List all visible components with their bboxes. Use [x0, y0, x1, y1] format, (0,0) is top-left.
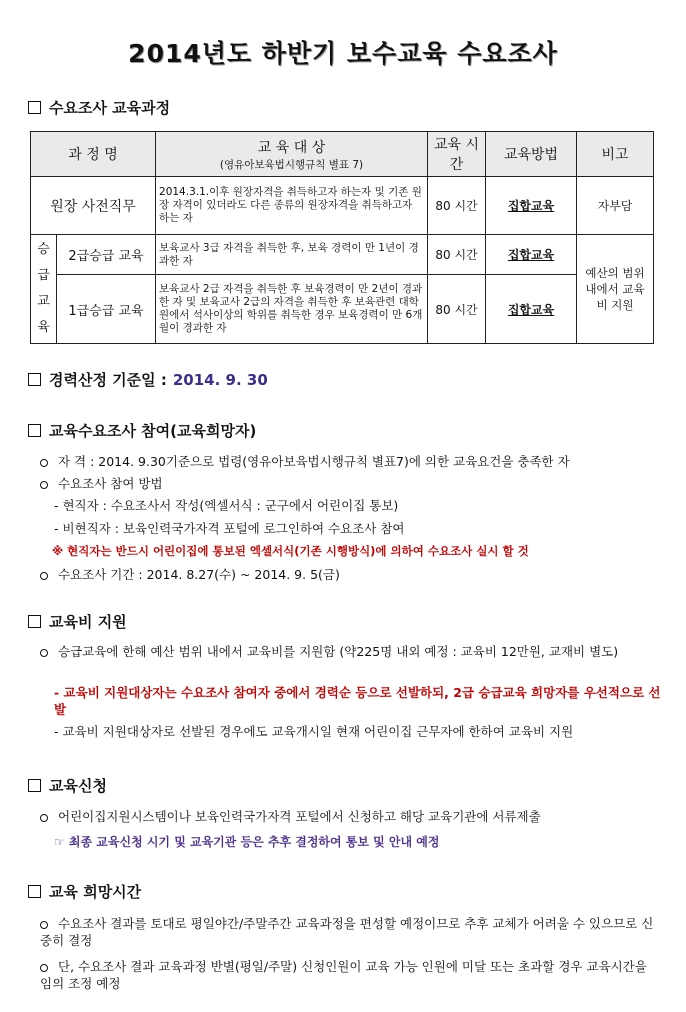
- circle-bullet-icon: [40, 572, 48, 580]
- course-hours: 80 시간: [428, 177, 486, 235]
- header-target: 교 육 대 상 (영유아보육법시행규칙 별표 7): [156, 132, 428, 177]
- table-header-row: [31, 132, 654, 177]
- circle-bullet-icon: [40, 481, 48, 489]
- table-row: [31, 177, 654, 235]
- participation-method-title: 수요조사 참여 방법: [40, 475, 163, 492]
- section-support-heading: 교육비 지원: [28, 611, 127, 632]
- course-name: 1급승급 교육: [57, 275, 156, 344]
- circle-bullet-icon: [40, 649, 48, 657]
- promotion-note: 예산의 범위내에서 교육비 지원: [577, 235, 654, 344]
- support-priority: - 교육비 지원대상자는 수요조사 참여자 중에서 경력순 등으로 선발하되, 2급 승급교육 희망자를 우선적으로 선발: [54, 685, 661, 717]
- course-hours: 80 시간: [428, 275, 486, 344]
- course-table: [30, 131, 654, 344]
- promotion-label: 승 급 교 육: [31, 235, 57, 344]
- support-main: 승급교육에 한해 예산 범위 내에서 교육비를 지원함 (약225명 내외 예정 : 교육비 12만원, 교재비 별도): [40, 643, 660, 660]
- hours-item-1: 수요조사 결과를 토대로 평일야간/주말주간 교육과정을 편성할 예정이므로 추후 교체가 어려울 수 있으므로 신중히 결정: [40, 916, 654, 948]
- apply-main: 어린이집지원시스템이나 보육인력국가자격 포털에서 신청하고 해당 교육기관에 서류제출: [40, 808, 541, 825]
- circle-bullet-icon: [40, 964, 48, 972]
- course-note: 자부담: [577, 177, 654, 235]
- apply-note: ☞ 최종 교육신청 시기 및 교육기관 등은 추후 결정하여 통보 및 안내 예정: [54, 835, 440, 849]
- circle-bullet-icon: [40, 921, 48, 929]
- participation-qualification: 자 격 : 2014. 9.30기준으로 법령(영유아보육법시행규칙 별표7)에 의한 교육요건을 충족한 자: [40, 453, 570, 470]
- table-row: [31, 235, 654, 275]
- page-title: 2014년도 하반기 보수교육 수요조사: [128, 39, 558, 68]
- participation-current: - 현직자 : 수요조사서 작성(엑셀서식 : 군구에서 어린이집 통보): [54, 498, 399, 513]
- section-hours-heading: 교육 희망시간: [28, 881, 141, 902]
- section-apply-heading: 교육신청: [28, 775, 107, 796]
- header-method: 교육방법: [486, 132, 577, 177]
- checkbox-icon: [28, 615, 41, 628]
- course-target: 보육교사 3급 자격을 취득한 후, 보육 경력이 만 1년이 경과한 자: [156, 235, 428, 275]
- course-method: 집합교육: [486, 275, 577, 344]
- participation-noncurrent: - 비현직자 : 보육인력국가자격 포털에 로그인하여 수요조사 참여: [54, 521, 405, 536]
- header-note: 비고: [577, 132, 654, 177]
- course-method: 집합교육: [486, 177, 577, 235]
- header-hours: 교육 시간: [428, 132, 486, 177]
- circle-bullet-icon: [40, 459, 48, 467]
- circle-bullet-icon: [40, 814, 48, 822]
- course-hours: 80 시간: [428, 235, 486, 275]
- participation-period: 수요조사 기간 : 2014. 8.27(수) ~ 2014. 9. 5(금): [40, 566, 340, 583]
- basis-date: 2014. 9. 30: [172, 370, 268, 389]
- section-course-heading: 수요조사 교육과정: [28, 97, 170, 118]
- header-course-name: 과 정 명: [31, 132, 156, 177]
- section-basis-heading: 경력산정 기준일 : 2014. 9. 30: [28, 369, 268, 390]
- course-target: 2014.3.1.이후 원장자격을 취득하고자 하는자 및 기존 원장 자격이 있더라도 다른 종류의 원장자격을 취득하고자 하는 자: [156, 177, 428, 235]
- participation-warning: ※ 현직자는 반드시 어린이집에 통보된 엑셀서식(기존 시행방식)에 의하여 수요조사 실시 할 것: [52, 544, 529, 558]
- checkbox-icon: [28, 101, 41, 114]
- checkbox-icon: [28, 779, 41, 792]
- course-name: 2급승급 교육: [57, 235, 156, 275]
- checkbox-icon: [28, 424, 41, 437]
- section-participation-heading: 교육수요조사 참여(교육희망자): [28, 420, 256, 441]
- checkbox-icon: [28, 885, 41, 898]
- course-target: 보육교사 2급 자격을 취득한 후 보육경력이 만 2년이 경과한 자 및 보육교사 2급의 자격을 취득한 후 보육관련 대학원에서 석사이상의 학위를 취득한 경우 보육경력이 만 6개월이 경과한 자: [156, 275, 428, 344]
- course-name: 원장 사전직무: [31, 177, 156, 235]
- checkbox-icon: [28, 373, 41, 386]
- table-row: [31, 275, 654, 344]
- course-method: 집합교육: [486, 235, 577, 275]
- hours-item-2: 단, 수요조사 결과 교육과정 반별(평일/주말) 신청인원이 교육 가능 인원에 미달 또는 초과할 경우 교육시간을 임의 조정 예정: [40, 959, 647, 991]
- support-note: - 교육비 지원대상자로 선발된 경우에도 교육개시일 현재 어린이집 근무자에 한하여 교육비 지원: [54, 724, 574, 739]
